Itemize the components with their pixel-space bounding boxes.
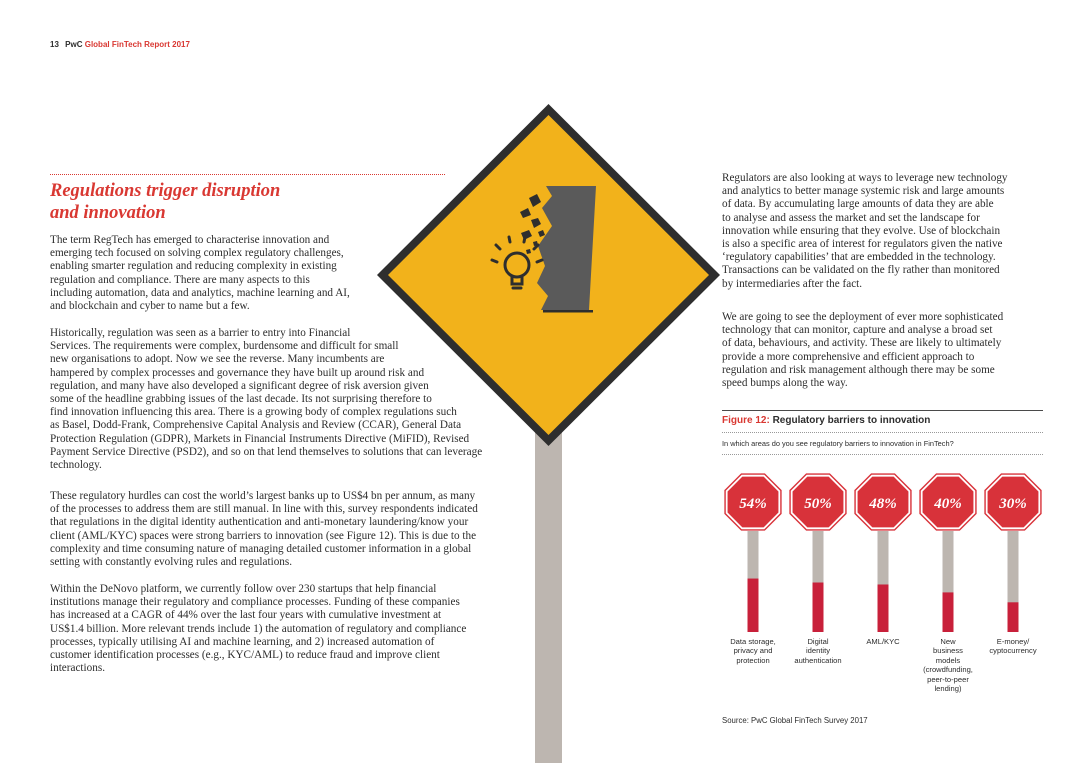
data-label: 54% bbox=[739, 496, 767, 512]
data-label: 50% bbox=[804, 496, 832, 512]
paragraph-regtech: The term RegTech has emerged to characterise innovation and emerging tech focused on solving complex regulatory challenges, enabling smarter regulation and reducing complexity in existing regulation and compliance. There are many aspects to this including automation, data and analytics, machine learning and AI, and blockchain and cyber to name but a few. bbox=[50, 234, 350, 313]
article-title: Regulations trigger disruption and innovation bbox=[50, 181, 281, 223]
paragraph-hurdles: These regulatory hurdles can cost the world’s largest banks up to US$4 bn per annum, as many of the processes to address them are still manual. In line with this, survey respondents indicated that regulations in the digital identity authentication and anti-monetary laundering/know your client (AML/KYC) spaces were strong barriers to innovation (see Figure 12). This is due to the complexity and time consuming nature of managing detailed customer information in a global setting with constantly evolving rules and regulations. bbox=[50, 490, 478, 569]
figure-title: Figure 12: Regulatory barriers to innovation bbox=[722, 415, 931, 426]
bar bbox=[943, 592, 954, 632]
report-title: Global FinTech Report 2017 bbox=[84, 40, 190, 49]
paragraph-regulators: Regulators are also looking at ways to leverage new technology and analytics to better manage systemic risk and large amounts of data. By accumulating large amounts of data they are able to analyse and assess the market and set the landscape for innovation while ensuring that they evolve. Use of blockchain is also a specific area of interest for regulators given the native ‘regulatory capabilities’ that are embedded in the technology. Transactions can be validated on the fly rather than monitored by intermediaries after the fact. bbox=[722, 172, 1008, 290]
category-label: Data storage, privacy and protection bbox=[730, 637, 776, 665]
sign-pole bbox=[535, 395, 562, 763]
data-label: 48% bbox=[869, 496, 897, 512]
stop-sign-bar-chart bbox=[722, 465, 1043, 635]
data-label: 40% bbox=[934, 496, 962, 512]
figure-divider bbox=[722, 432, 1043, 433]
bar bbox=[813, 583, 824, 632]
figure-source: Source: PwC Global FinTech Survey 2017 bbox=[722, 716, 868, 725]
falling-rocks-cliff-icon bbox=[537, 186, 596, 310]
data-label: 30% bbox=[999, 496, 1027, 512]
title-divider bbox=[50, 174, 445, 175]
bar bbox=[1008, 602, 1019, 632]
bar bbox=[878, 584, 889, 632]
paragraph-deployment: We are going to see the deployment of ever more sophisticated technology that can monitor, capture and analyse a broad set of data, behaviours, and activity. These are likely to ultimately provide a more comprehensive and efficient approach to regulation and risk management although there may be some speed bumps along the way. bbox=[722, 311, 1004, 390]
paragraph-denovo: Within the DeNovo platform, we currently follow over 230 startups that help financial institutions manage their regulatory and compliance processes. Funding of these companies has increased at a CAGR of 44% over the last four years with cumulative investment at US$1.4 billion. More relevant trends include 1) the automation of regulatory and compliance processes, typically utilising AI and machine learning, and 2) increased automation of customer identification processes (e.g., KYC/AML) to reduce fraud and improve client interactions. bbox=[50, 583, 467, 675]
paragraph-historically: Historically, regulation was seen as a barrier to entry into Financial Services. The requirements were complex, burdensome and difficult for small new organisations to adopt. Now we see the reverse. Many incumbents are hampered by complex processes and governance they have built up around risk and regulation, and many have also developed a significant degree of risk aversion given some of the headline grabbing issues of the last decade. Its not surprising therefore to find innovation influencing this area. There is a growing body of complex regulations such as Basel, Dodd-Frank, Comprehensive Capital Analysis and Review (CCAR), General Data Protection Regulation (GDPR), Markets in Financial Instruments Directive (MiFID), Revised Payment Service Directive (PSD2), and so on that lend themselves to solutions that can leverage technology. bbox=[50, 327, 483, 472]
figure-divider bbox=[722, 454, 1043, 455]
brand-name: PwC bbox=[65, 40, 83, 49]
figure-question: In which areas do you see regulatory barriers to innovation in FinTech? bbox=[722, 439, 954, 448]
category-label: E-money/ cyptocurrency bbox=[989, 637, 1037, 656]
category-label: Digital identity authentication bbox=[794, 637, 842, 665]
category-label: New business models (crowdfunding, peer-to-peer lending) bbox=[923, 637, 973, 694]
category-label: AML/KYC bbox=[866, 637, 900, 646]
page-number: 13 bbox=[50, 40, 59, 49]
figure-top-rule bbox=[722, 410, 1043, 411]
bar bbox=[748, 579, 759, 632]
